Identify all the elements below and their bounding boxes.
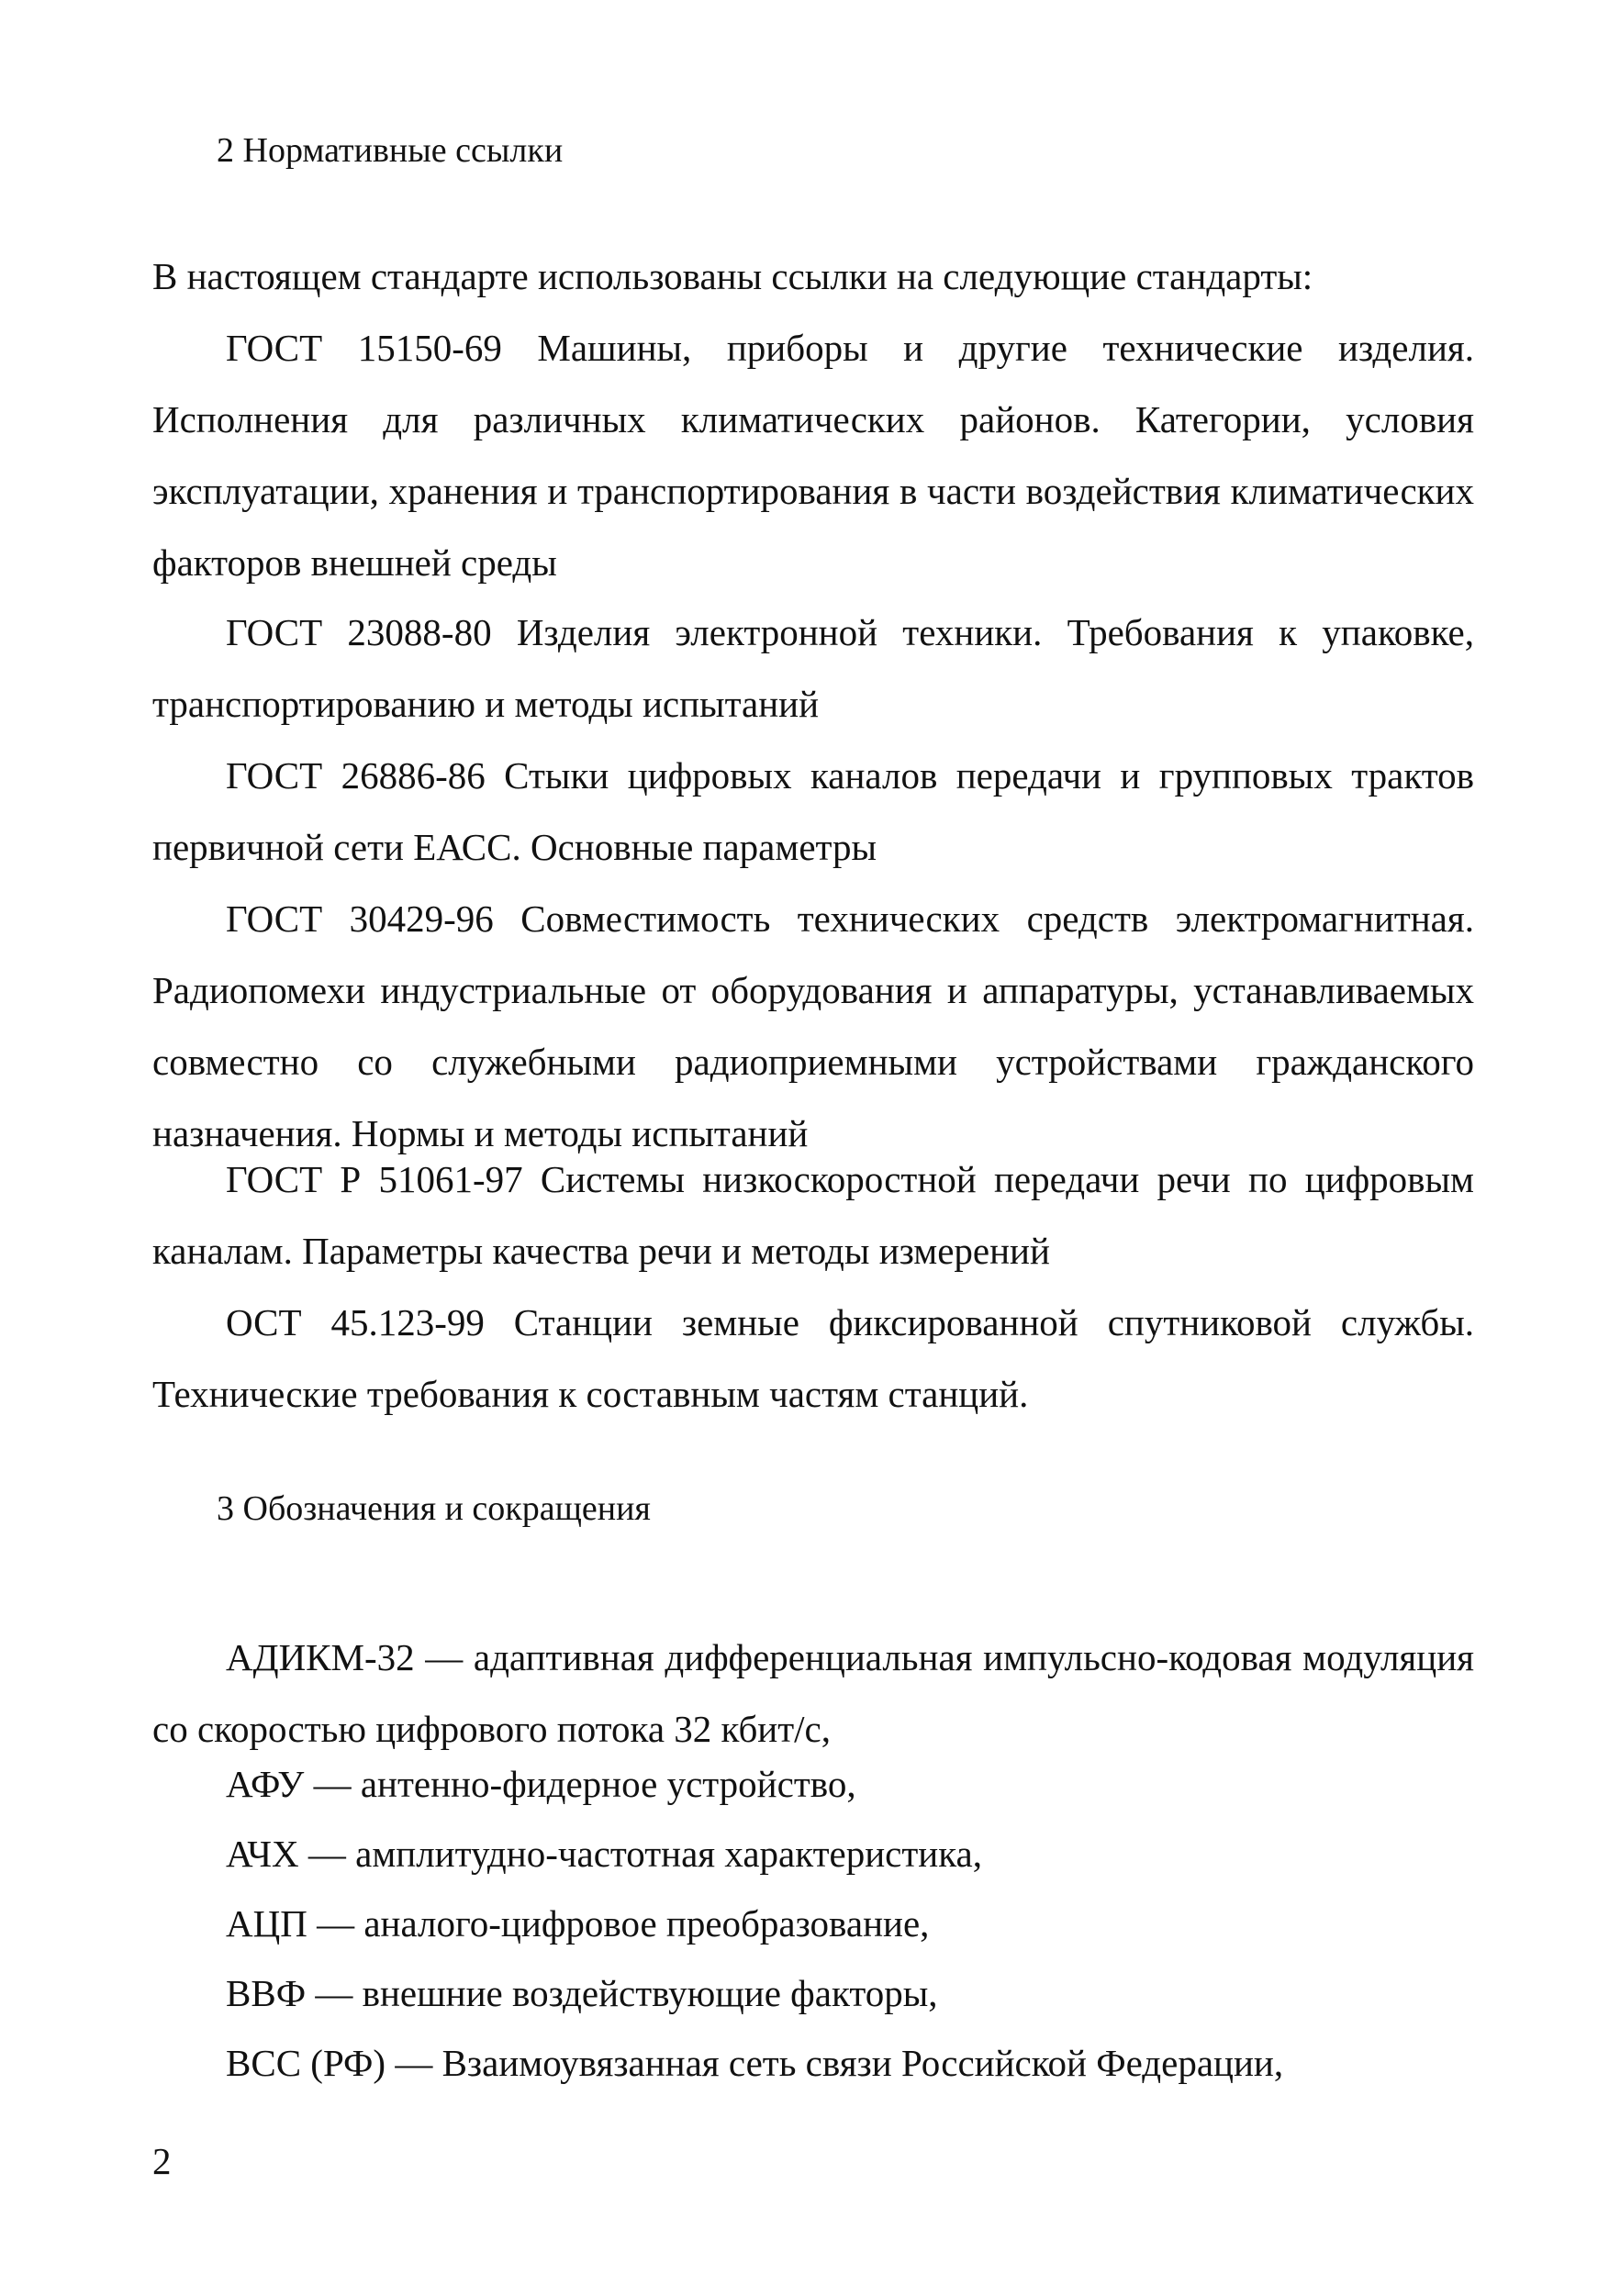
abbreviation-vss-rf: ВСС (РФ) — Взаимоувязанная сеть связи Российской Федерации, [226,2042,1284,2084]
abbreviation-adikm-32: АДИКМ-32 — адаптивная дифференциальная импульсно-кодовая модуляция со скоростью цифрового потока 32 кбит/с, [152,1636,1474,1750]
reference-gost-r-51061-97: ГОСТ Р 51061-97 Системы низкоскоростной передачи речи по цифровым каналам. Параметры качества речи и методы измерений [152,1158,1474,1272]
reference-gost-26886-86: ГОСТ 26886-86 Стыки цифровых каналов передачи и групповых трактов первичной сети ЕАСС. Основные параметры [152,754,1474,868]
page-number: 2 [152,2140,172,2182]
section-2-heading: 2 Нормативные ссылки [217,131,564,170]
abbreviation-atsp: АЦП — аналого-цифровое преобразование, [226,1902,930,1945]
reference-gost-15150-69: ГОСТ 15150-69 Машины, приборы и другие технические изделия. Исполнения для различных климатических районов. Категории, условия эксплуатации, хранения и транспортирования в части воздействия климатических факторов внешней среды [152,327,1474,584]
section-2-intro: В настоящем стандарте использованы ссылки на следующие стандарты: [152,255,1313,297]
abbreviation-achkh: АЧХ — амплитудно-частотная характеристика, [226,1833,982,1875]
abbreviation-afu: АФУ — антенно-фидерное устройство, [226,1763,856,1805]
reference-ost-45-123-99: ОСТ 45.123-99 Станции земные фиксированной спутниковой службы. Технические требования к составным частям станций. [152,1301,1474,1415]
abbreviation-vvf: ВВФ — внешние воздействующие факторы, [226,1972,938,2014]
reference-gost-23088-80: ГОСТ 23088-80 Изделия электронной техники. Требования к упаковке, транспортированию и методы испытаний [152,611,1474,725]
reference-gost-30429-96: ГОСТ 30429-96 Совместимость технических средств электромагнитная. Радиопомехи индустриальные от оборудования и аппаратуры, устанавливаемых совместно со служебными радиоприемными устройствами гражданского назначения. Нормы и методы испытаний [152,897,1474,1154]
section-3-heading: 3 Обозначения и сокращения [217,1489,651,1528]
